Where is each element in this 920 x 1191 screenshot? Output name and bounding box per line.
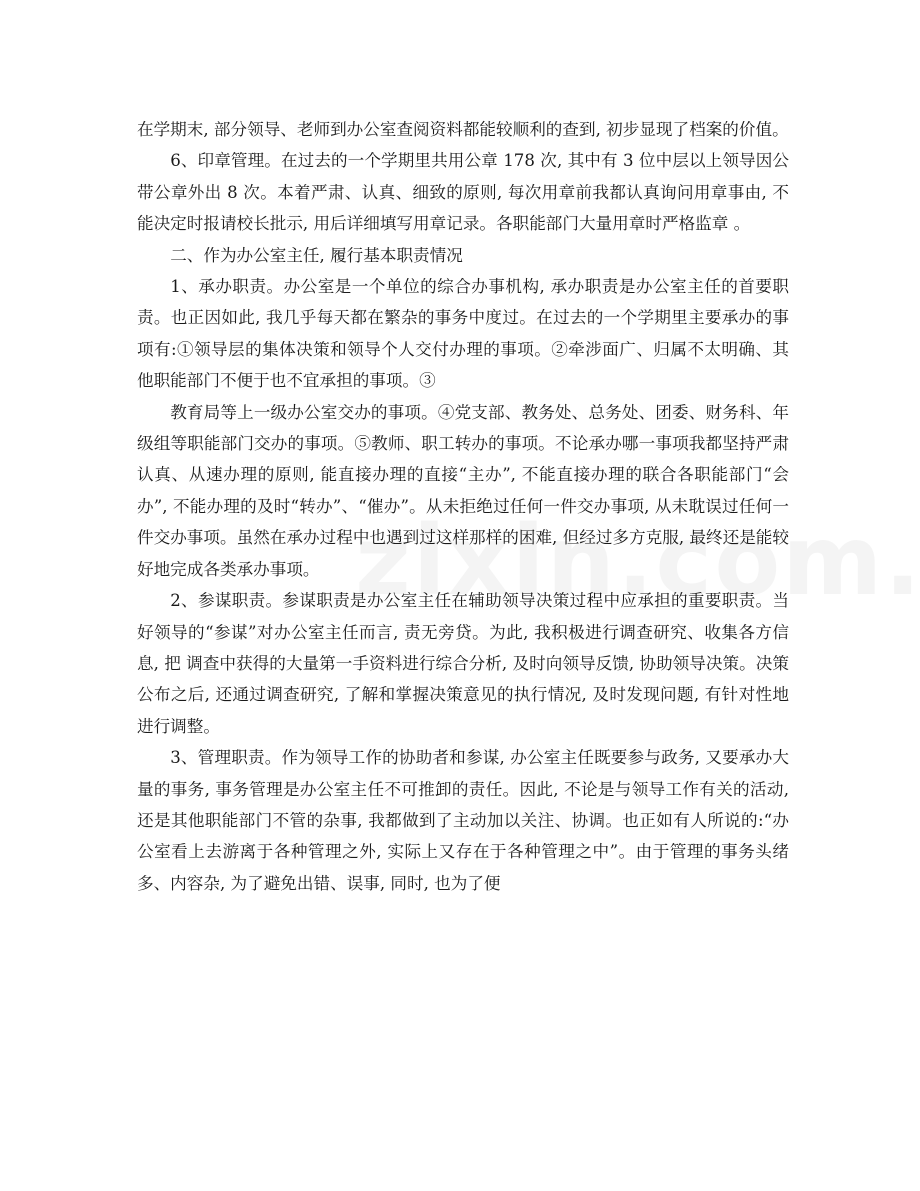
paragraph-seal-management: 6、印章管理。在过去的一个学期里共用公章 178 次, 其中有 3 位中层以上领导因公带公章外出 8 次。本着严肃、认真、细致的原则, 每次用章前我都认真询问用章事由, 不能决定时报请校长批示, 用后详细填写用章记录。各职能部门大量用章时严格监章 。 — [137, 151, 789, 234]
document-body — [137, 114, 789, 899]
section-heading-duties: 二、作为办公室主任, 履行基本职责情况 — [170, 245, 463, 265]
paragraph-handling-duty-cont: 教育局等上一级办公室交办的事项。④党支部、教务处、总务处、团委、财务科、年级组等职能部门交办的事项。⑤教师、职工转办的事项。不论承办哪一事项我都坚持严肃认真、从速办理的原则, 能直接办理的直接“主办”, 不能直接办理的联合各职能部门“会办”, 不能办理的及时“转办”、“催办”。从未拒绝过任何一件交办事项, 从未耽误过任何一件交办事项。虽然在承办过程中也遇到过这样那样的困难, 但经过多方克服, 最终还是能较好地完成各类承办事项。 — [137, 402, 789, 579]
paragraph-management-duty: 3、管理职责。作为领导工作的协助者和参谋, 办公室主任既要参与政务, 又要承办大量的事务, 事务管理是办公室主任不可推卸的责任。因此, 不论是与领导工作有关的活动, 还是其他职能部门不管的杂事, 我都做到了主动加以关注、协调。也正如有人所说的:“办公室看上去游离于各种管理之外, 实际上又存在于各种管理之中”。由于管理的事务头绪多、内容杂, 为了避免出错、误事, 同时, 也为了便 — [137, 748, 789, 893]
paragraph-continuation: 在学期末, 部分领导、老师到办公室查阅资料都能较顺利的查到, 初步显现了档案的价值。 — [137, 120, 789, 139]
paragraph-handling-duty: 1、承办职责。办公室是一个单位的综合办事机构, 承办职责是办公室主任的首要职责。也正因如此, 我几乎每天都在繁杂的事务中度过。在过去的一个学期里主要承办的事项有:①领导层的集体决策和领导个人交付办理的事项。②牵涉面广、归属不太明确、其他职能部门不便于也不宜承担的事项。③ — [137, 277, 789, 391]
paragraph-advisory-duty: 2、参谋职责。参谋职责是办公室主任在辅助领导决策过程中应承担的重要职责。当好领导的“参谋”对办公室主任而言, 责无旁贷。为此, 我积极进行调查研究、收集各方信息, 把 调查中获得的大量第一手资料进行综合分析, 及时向领导反馈, 协助领导决策。决策公布之后, 还通过调查研究, 了解和掌握决策意见的执行情况, 及时发现问题, 有针对性地进行调整。 — [137, 591, 789, 736]
